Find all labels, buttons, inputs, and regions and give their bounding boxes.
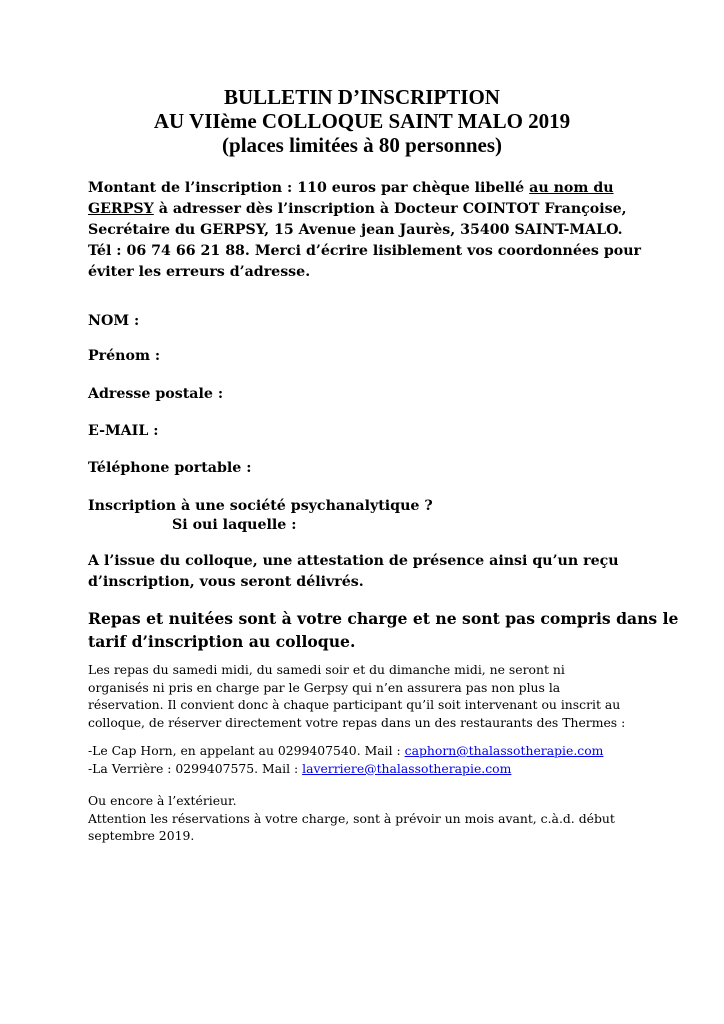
restaurant-contacts <box>88 742 603 777</box>
intro-text: Tél : 06 74 66 21 88. Merci d’écrire lisiblement vos coordonnées pour <box>88 243 641 259</box>
intro-text: Secrétaire du GERPSY, 15 Avenue jean Jaurès, 35400 SAINT-MALO. <box>88 222 623 238</box>
restaurant-contact-la-verriere <box>88 760 603 778</box>
payee-underlined-text: au nom du <box>529 180 614 196</box>
document-title-line-1: BULLETIN D’INSCRIPTION <box>224 85 500 109</box>
document-title-line-3: (places limitées à 80 personnes) <box>222 133 502 157</box>
field-label-telephone: Téléphone portable : <box>88 460 252 476</box>
meals-details-line: réservation. Il convient donc à chaque participant qu’il soit intervenant ou inscrit au <box>88 697 621 713</box>
intro-text: éviter les erreurs d’adresse. <box>88 264 311 280</box>
field-label-nom: NOM : <box>88 313 140 329</box>
restaurant-contact-cap-horn <box>88 742 603 760</box>
field-label-email: E-MAIL : <box>88 423 159 439</box>
meals-notice-line: tarif d’inscription au colloque. <box>88 632 356 651</box>
contact-text: -Le Cap Horn, en appelant au 0299407540. Mail : <box>88 743 405 758</box>
attestation-line: d’inscription, vous seront délivrés. <box>88 574 364 590</box>
meals-notice-line: Repas et nuitées sont à votre charge et ne sont pas compris dans le <box>88 609 679 628</box>
closing-line: Attention les réservations à votre charge, sont à prévoir un mois avant, c.à.d. début <box>88 810 615 826</box>
closing-paragraph <box>88 792 615 845</box>
contact-text: -La Verrière : 0299407575. Mail : <box>88 760 303 776</box>
meals-notice-heading <box>88 607 678 653</box>
payee-underlined-text: GERPSY <box>88 201 154 217</box>
registration-fee-paragraph <box>88 178 648 283</box>
document-title-line-2: AU VIIème COLLOQUE SAINT MALO 2019 <box>153 109 571 133</box>
attestation-line: A l’issue du colloque, une attestation de présence ainsi qu’un reçu <box>88 553 619 569</box>
attestation-paragraph <box>88 551 619 593</box>
email-link-laverriere[interactable]: laverriere@thalassotherapie.com <box>302 760 512 776</box>
meals-details-line: Les repas du samedi midi, du samedi soir et du dimanche midi, ne seront ni <box>88 662 565 677</box>
field-label-laquelle: Si oui laquelle : <box>172 517 297 533</box>
field-label-adresse: Adresse postale : <box>88 386 224 402</box>
intro-text: Montant de l’inscription : 110 euros par chèque libellé <box>88 180 530 196</box>
closing-line: septembre 2019. <box>88 828 195 844</box>
email-link-caphorn[interactable]: caphorn@thalassotherapie.com <box>404 743 604 758</box>
field-label-societe: Inscription à une société psychanalytique ? <box>88 498 433 514</box>
intro-text: à adresser dès l’inscription à Docteur COINTOT Françoise, <box>153 201 627 217</box>
meals-details-line: colloque, de réserver directement votre repas dans un des restaurants des Thermes : <box>88 714 626 730</box>
closing-line: Ou encore à l’extérieur. <box>88 793 237 808</box>
field-label-prenom: Prénom : <box>88 348 161 364</box>
meals-details-line: organisés ni pris en charge par le Gerpsy qui n’en assurera pas non plus la <box>88 679 561 695</box>
meals-details-paragraph <box>88 661 625 731</box>
